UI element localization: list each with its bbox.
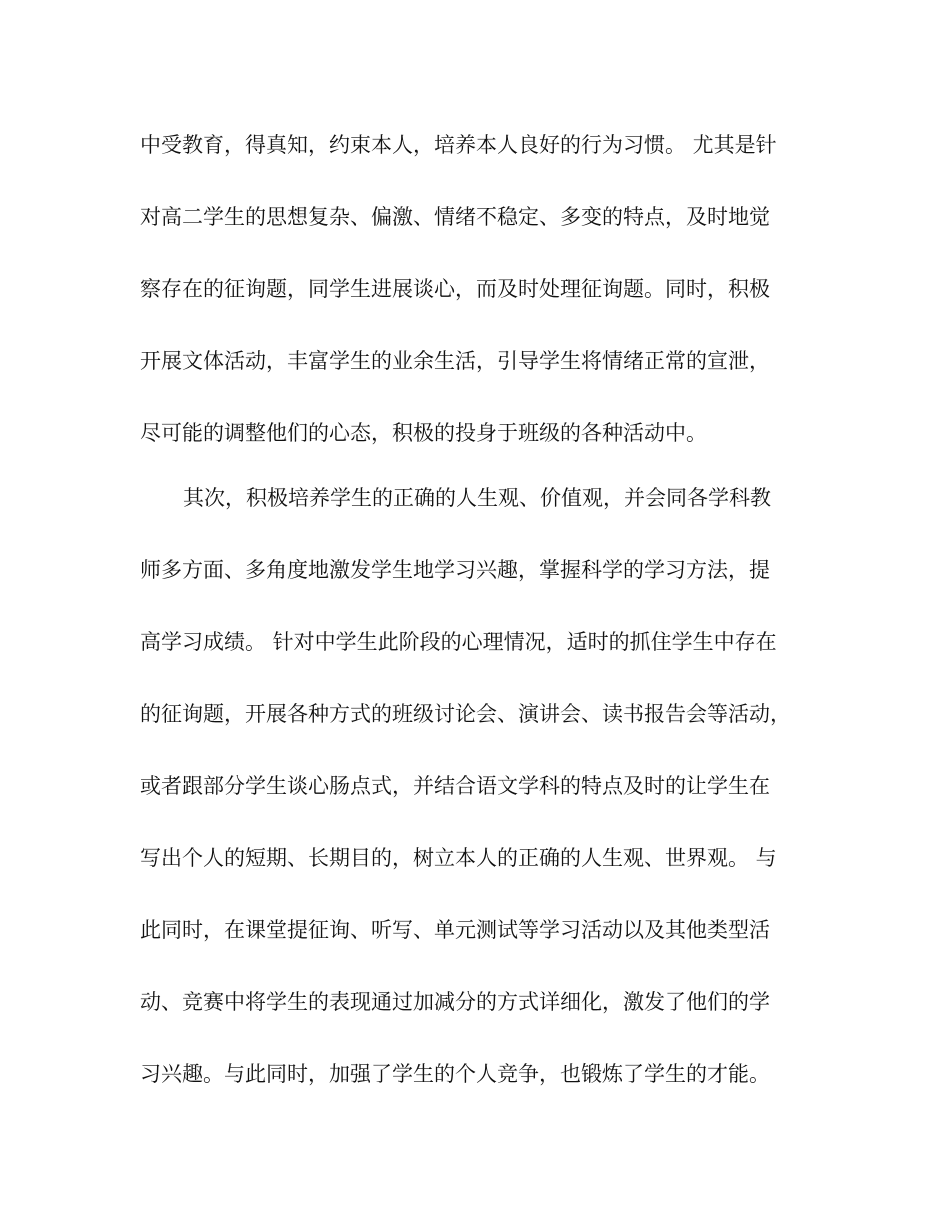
text-line: 习兴趣。与此同时，加强了学生的个人竞争，也锻炼了学生的才能。 [140,1062,770,1086]
paragraph-start-line: 其次，积极培养学生的正确的人生观、价值观，并会同各学科教 [183,486,771,510]
text-line: 察存在的征询题，同学生进展谈心，而及时处理征询题。同时，积极 [140,277,770,301]
text-line: 此同时，在课堂提征询、听写、单元测试等学习活动以及其他类型活 [140,918,770,942]
text-line: 动、竞赛中将学生的表现通过加减分的方式详细化，激发了他们的学 [140,990,770,1014]
text-line: 对高二学生的思想复杂、偏激、情绪不稳定、多变的特点，及时地觉 [140,205,770,229]
text-line: 尽可能的调整他们的心态，积极的投身于班级的各种活动中。 [140,421,707,445]
text-line: 高学习成绩。 针对中学生此阶段的心理情况，适时的抓住学生中存在 [140,630,777,654]
text-line: 师多方面、多角度地激发学生地学习兴趣，掌握科学的学习方法，提 [140,558,770,582]
text-line: 的征询题，开展各种方式的班级讨论会、演讲会、读书报告会等活动， [140,702,791,726]
text-line: 或者跟部分学生谈心肠点式，并结合语文学科的特点及时的让学生在 [140,774,770,798]
text-line: 写出个人的短期、长期目的，树立本人的正确的人生观、世界观。 与 [140,846,777,870]
text-line: 开展文体活动，丰富学生的业余生活，引导学生将情绪正常的宣泄， [140,349,770,373]
text-line: 中受教育，得真知，约束本人，培养本人良好的行为习惯。 尤其是针 [140,133,777,157]
